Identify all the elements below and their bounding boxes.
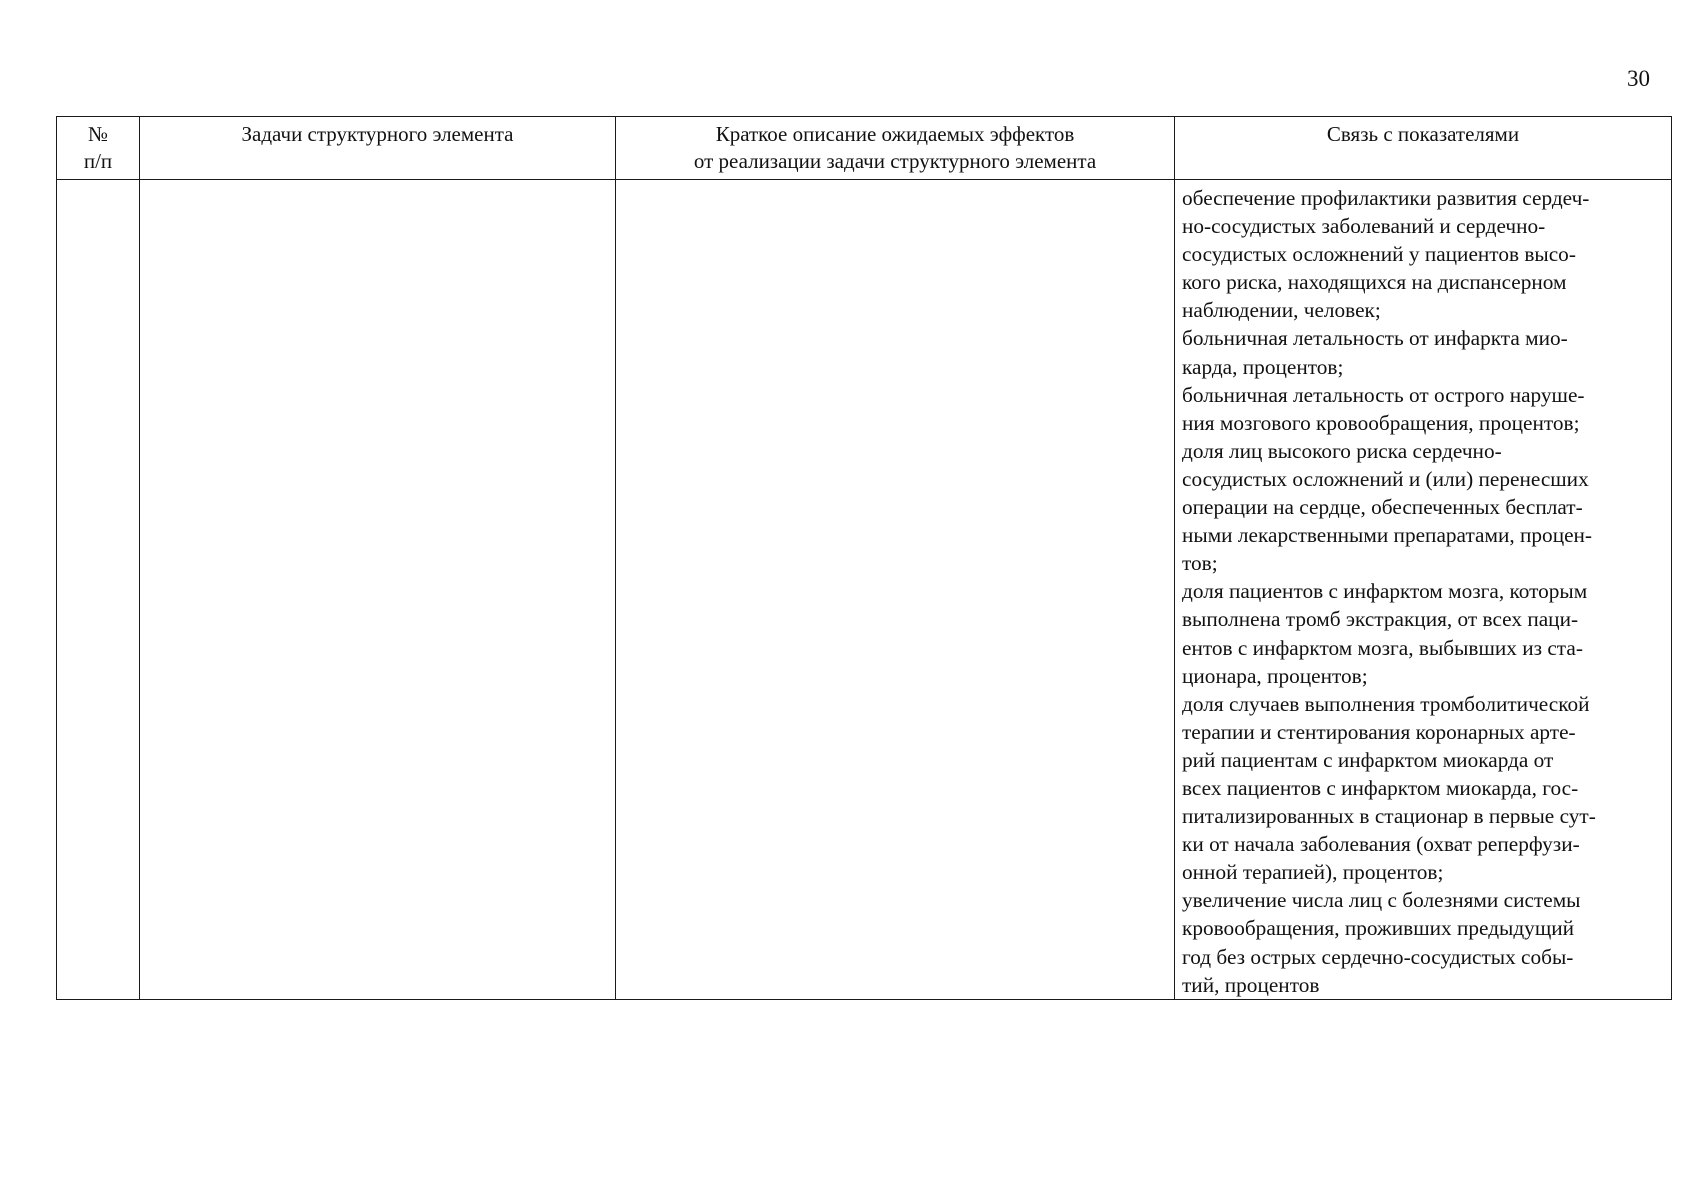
header-effects-line2: от реализации задачи структурного элемента bbox=[693, 149, 1097, 173]
indicator-line: рий пациентам с инфарктом миокарда от bbox=[1182, 747, 1554, 772]
indicator-line: сосудистых осложнений у пациентов высо- bbox=[1182, 242, 1576, 267]
header-indicators: Связь с показателями bbox=[1175, 117, 1672, 180]
indicator-line: год без острых сердечно-сосудистых собы- bbox=[1182, 944, 1574, 969]
header-number-pp: п/п bbox=[83, 149, 113, 173]
indicator-line: но-сосудистых заболеваний и сердечно- bbox=[1182, 214, 1546, 239]
indicator-line: терапии и стентирования коронарных арте- bbox=[1182, 719, 1576, 744]
indicator-line: ки от начала заболевания (охват реперфузи- bbox=[1182, 832, 1580, 857]
header-effects bbox=[616, 117, 1175, 180]
indicator-line: всех пациентов с инфарктом миокарда, гос- bbox=[1182, 775, 1579, 800]
structural-element-table bbox=[56, 116, 1672, 1000]
indicator-line: увеличение числа лиц с болезнями системы bbox=[1182, 888, 1581, 913]
indicator-line: больничная летальность от инфаркта мио- bbox=[1182, 326, 1568, 351]
indicator-line: больничная летальность от острого наруше- bbox=[1182, 382, 1585, 407]
indicator-line: карда, процентов; bbox=[1182, 354, 1344, 379]
cell-tasks bbox=[140, 180, 616, 1000]
cell-effects bbox=[616, 180, 1175, 1000]
indicator-line: ционара, процентов; bbox=[1182, 663, 1368, 688]
indicator-line: доля лиц высокого риска сердечно- bbox=[1182, 438, 1502, 463]
table-row bbox=[57, 180, 1672, 1000]
indicator-line: выполнена тромб экстракция, от всех паци- bbox=[1182, 607, 1579, 632]
cell-number bbox=[57, 180, 140, 1000]
indicator-line: ния мозгового кровообращения, процентов; bbox=[1182, 410, 1580, 435]
indicator-line: операции на сердце, обеспеченных бесплат- bbox=[1182, 495, 1583, 520]
indicator-list bbox=[1175, 180, 1671, 999]
indicator-line: обеспечение профилактики развития сердеч- bbox=[1182, 186, 1590, 210]
header-tasks: Задачи структурного элемента bbox=[140, 117, 616, 180]
indicator-line: ными лекарственными препаратами, процен- bbox=[1182, 523, 1593, 548]
header-number-sign: № bbox=[87, 122, 109, 146]
table-header-row bbox=[57, 117, 1672, 180]
header-effects-line1: Краткое описание ожидаемых эффектов bbox=[715, 122, 1075, 146]
indicator-line: доля пациентов с инфарктом мозга, которым bbox=[1182, 579, 1588, 604]
indicator-line: ентов с инфарктом мозга, выбывших из ста- bbox=[1182, 635, 1583, 660]
indicator-line: доля случаев выполнения тромболитической bbox=[1182, 691, 1590, 716]
indicator-line: кровообращения, проживших предыдущий bbox=[1182, 916, 1575, 941]
indicator-line: тов; bbox=[1182, 551, 1218, 576]
indicator-line: питализированных в стационар в первые сут- bbox=[1182, 804, 1596, 829]
indicator-line: кого риска, находящихся на диспансерном bbox=[1182, 270, 1567, 295]
indicator-line: тий, процентов bbox=[1182, 972, 1320, 997]
indicator-line: наблюдении, человек; bbox=[1182, 298, 1381, 323]
indicator-line: сосудистых осложнений и (или) перенесших bbox=[1182, 466, 1589, 491]
indicator-line: онной терапией), процентов; bbox=[1182, 860, 1444, 885]
header-number bbox=[57, 117, 140, 180]
page-number: 30 bbox=[1627, 66, 1650, 91]
cell-indicators bbox=[1175, 180, 1672, 1000]
